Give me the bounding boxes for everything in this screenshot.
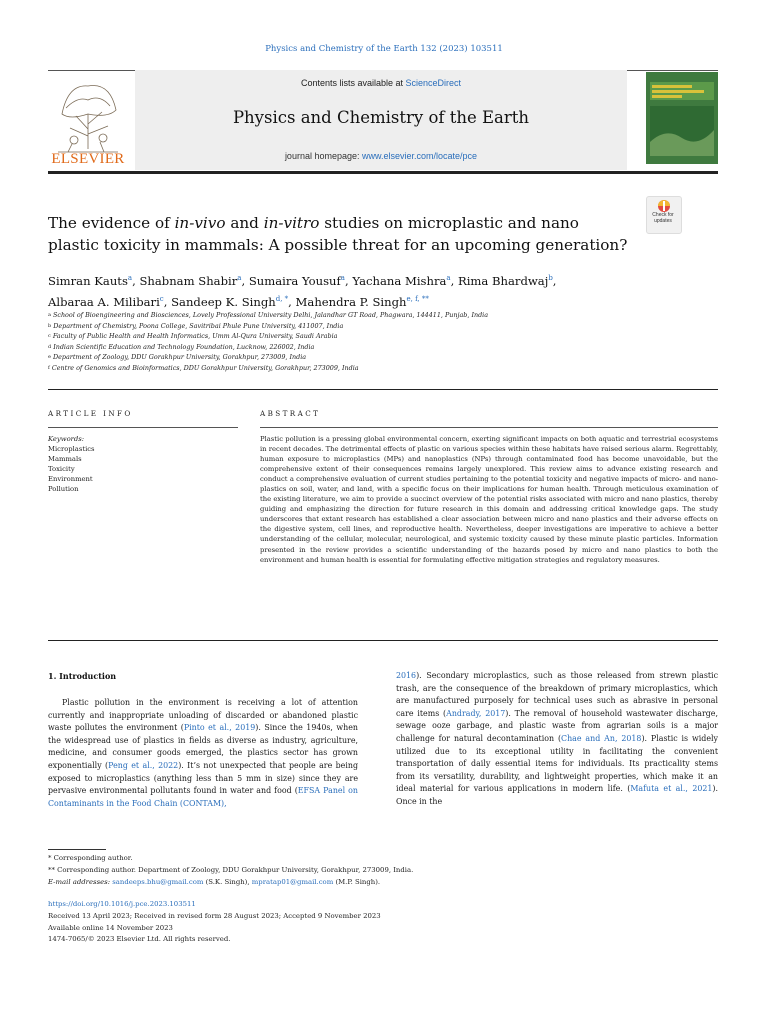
citation-link[interactable]: Peng et al., 2022 <box>108 760 179 770</box>
email-link[interactable]: sandeeps.bhu@gmail.com <box>112 877 204 886</box>
keyword: Mammals <box>48 455 82 463</box>
intro-text: ). Secondary microplastics, such as those released from strewn plastic trash, are the consequence of the breakdown of primary microplastics, which are manufactured purposely for technical uses such as abrasive in personal care items ( <box>396 671 718 718</box>
author-separator: , <box>450 273 458 288</box>
check-for-updates-label <box>646 212 680 224</box>
affiliation-text: Faculty of Public Health and Health Informatics, Umm Al-Qura University, Saudi Arabia <box>52 332 338 341</box>
footnote-emails <box>48 877 718 889</box>
author[interactable]: Albaraa A. Milibari <box>48 294 160 309</box>
affiliation-mark: b <box>48 322 52 329</box>
author[interactable]: Mahendra P. Singh <box>295 294 407 309</box>
author-separator: , <box>552 273 557 288</box>
journal-cover-thumbnail[interactable] <box>646 72 718 164</box>
contents-line <box>135 78 627 88</box>
available-online: Available online 14 November 2023 <box>48 923 173 932</box>
author-affil-mark[interactable]: d, * <box>275 294 289 303</box>
author[interactable]: Shabnam Shabir <box>139 273 238 288</box>
author-affil-mark[interactable]: a <box>340 274 345 282</box>
author-affil-mark[interactable]: c <box>159 294 164 303</box>
intro-column-right <box>396 670 718 809</box>
author-affil-mark[interactable]: a <box>237 274 242 282</box>
section-rule <box>48 389 718 390</box>
author[interactable]: Yachana Mishra <box>352 273 447 288</box>
affiliation-text: Indian Scientific Education and Technology Foundation, Lucknow, 226002, India <box>53 342 315 351</box>
author-separator: , <box>163 294 172 309</box>
intro-text: ). Since the 1940s, when the widespread use of plastics in fields as diverse as industry, agriculture, medicine, and consumer goods emerged, the plastics sector has grown exponentially ( <box>48 723 359 770</box>
author-separator: , <box>241 273 249 288</box>
citation-link[interactable]: 2016 <box>396 671 417 680</box>
keywords-label: Keywords: <box>48 435 85 443</box>
affiliation-mark: e <box>48 354 51 361</box>
intro-text: ). Once in the <box>396 784 718 806</box>
journal-title[interactable]: Physics and Chemistry of the Earth <box>232 108 530 127</box>
abstract-text: Plastic pollution is a pressing global environmental concern, exerting significant impacts on both aquatic and terrestrial ecosystems in recent decades. The detrimental effects of plastic on various species within these habitats have raised serious alarm. Regrettably, human exposure to microplastics (MPs) and nanoplastics (NPs) through contaminated food has become unavoidable, but the comprehensive extent of their consequences remains largely unexplored. This review aims to advance existing research and conduct a comprehensive evaluation of current studies pertaining to the potential toxicity and negative impacts of micro- and nano-plastics on soil, water, and land, with a specific focus on their implications for human health. Through meticulous examination of the existing literature, we aim to provide a succinct overview of the potential risks associated with micro and nano plastics, thereby guiding and emphasizing the direction for future research in this domain and addressing critical knowledge gaps. The study underscores that extant research has established a clear association between micro and nano plastics and their adverse effects on the digestive system, cell lines, and reproductive health. Nevertheless, deeper investigations are imperative to achieve a better understanding of the cellular, molecular, neurological, and systemic toxicity caused by these minute plastic particles. Information presented in the review provides a scientific understanding of the hazards posed by micro and nano plastics to both the environment and human health is essential for formulating effective mitigation strategies and regulatory measures. <box>260 435 718 564</box>
email-owner: (S.K. Singh), <box>203 877 252 886</box>
homepage-prefix: journal homepage: <box>284 151 362 161</box>
elsevier-logo-word: ELSEVIER <box>51 151 125 167</box>
affiliation-mark: f <box>48 364 50 371</box>
check-for-updates-line1: Check for <box>652 212 674 218</box>
affiliation-mark: a <box>48 312 51 318</box>
journal-homepage-link[interactable]: www.elsevier.com/locate/pce <box>362 151 478 161</box>
affiliation-mark: c <box>48 333 51 340</box>
keyword: Microplastics <box>48 445 95 453</box>
affiliation-item <box>48 352 708 363</box>
citation-link[interactable]: EFSA Panel on Contaminants in the Food Chain (CONTAM), <box>48 786 359 808</box>
copyright-line: 1474-7065/© 2023 Elsevier Ltd. All rights reserved. <box>48 935 231 944</box>
email-owner: (M.P. Singh). <box>333 877 381 886</box>
footnote-corresponding-2: ** Corresponding author. Department of Zoology, DDU Gorakhpur University, Gorakhpur, 273009, India. <box>48 865 414 874</box>
title-text-1: The evidence of <box>48 214 175 232</box>
author[interactable]: Rima Bhardwaj <box>457 273 549 288</box>
author[interactable]: Sandeep K. Singh <box>171 294 276 309</box>
footnotes <box>48 853 718 888</box>
received-dates: Received 13 April 2023; Received in revised form 28 August 2023; Accepted 9 November 2023 <box>48 911 381 920</box>
author-separator: , <box>132 273 140 288</box>
affiliation-item <box>48 342 708 353</box>
affiliation-item <box>48 321 708 332</box>
masthead-bottom-rule <box>48 171 718 174</box>
email-label: E-mail addresses: <box>48 877 113 886</box>
affiliation-item <box>48 310 708 321</box>
intro-text: ). It’s not unexpected that people are being exposed to microplastics (anything less than 5 mm in size) since they are pervasive environmental pollutants found in water and food ( <box>48 760 358 796</box>
intro-text: ). Plastic is widely utilized due to its exceptional utility in facilitating the convenient transportation of daily essential items for individuals. Its practicality stems from its versatility, durability, and lightweight properties, which make it an ideal material for various applications in modern life. ( <box>396 733 718 794</box>
author-affil-mark[interactable]: a <box>446 274 451 282</box>
keyword: Toxicity <box>48 465 75 473</box>
title-italic-1: in-vivo <box>174 214 226 232</box>
affiliation-mark: d <box>48 343 52 350</box>
abstract-bottom-rule <box>48 640 718 641</box>
intro-text: ). The removal of household wastewater discharge, sewage ooze garbage, and plastic waste from agrarian soils is a major challenge for natural decontamination ( <box>396 708 718 743</box>
keyword: Environment <box>48 475 93 483</box>
title-italic-2: in-vitro <box>263 214 320 232</box>
affiliation-text: Department of Zoology, DDU Gorakhpur University, Gorakhpur, 273009, India <box>52 353 307 362</box>
affiliation-text: Department of Chemistry, Poona College, Savitribai Phule Pune University, 411007, India <box>53 321 344 330</box>
affiliation-item <box>48 331 708 342</box>
running-head: Physics and Chemistry of the Earth 132 (2023) 103511 <box>265 44 503 54</box>
sciencedirect-link[interactable]: ScienceDirect <box>405 78 462 88</box>
homepage-line <box>135 151 627 161</box>
author-separator: , <box>288 294 296 309</box>
author-affil-mark[interactable]: b <box>548 274 553 282</box>
author-affil-mark[interactable]: a <box>127 274 133 282</box>
abstract-heading: ABSTRACT <box>260 409 321 418</box>
article-title <box>48 212 628 256</box>
footnote-corresponding-1: * Corresponding author. <box>48 854 133 862</box>
author-list <box>48 269 668 311</box>
article-info-heading: ARTICLE INFO <box>48 409 133 418</box>
affiliation-text: School of Bioengineering and Biosciences, Lovely Professional University Delhi, Jalandhar GT Road, Phagwara, 144411, Punjab, India <box>52 311 489 319</box>
citation-link[interactable]: Andrady, 2017 <box>446 708 506 718</box>
doi-link[interactable]: https://doi.org/10.1016/j.pce.2023.103511 <box>48 900 196 908</box>
abstract-rule <box>260 427 718 428</box>
author[interactable]: Sumaira Yousuf <box>248 273 341 288</box>
affiliation-text: Centre of Genomics and Bioinformatics, DDU Gorakhpur University, Gorakhpur, 273009, India <box>51 363 359 372</box>
email-link[interactable]: mpratap01@gmail.com <box>251 877 334 886</box>
check-for-updates-line2: updates <box>654 218 672 224</box>
author-affil-mark[interactable]: e, f, ** <box>406 294 429 303</box>
affiliation-item <box>48 363 708 374</box>
introduction-heading: 1. Introduction <box>48 671 117 681</box>
author-separator: , <box>344 273 353 288</box>
intro-text: Plastic pollution in the environment is receiving a lot of attention currently and inappropriate unloading of discarded or abandoned plastic waste pollutes the environment ( <box>48 698 358 733</box>
footnote-rule <box>48 849 106 850</box>
citation-link[interactable]: Chae and An, 2018 <box>561 733 642 743</box>
title-text-2: and <box>225 214 264 232</box>
title-text-3: studies on microplastic and nano plastic toxicity in mammals: A possible threat for an upcoming generation? <box>48 214 628 254</box>
keyword: Pollution <box>48 485 79 493</box>
publication-info <box>48 899 718 946</box>
contents-prefix: Contents lists available at <box>300 78 406 88</box>
article-info-rule <box>48 427 238 428</box>
affiliation-list <box>48 310 708 374</box>
author[interactable]: Simran Kauts <box>48 273 128 288</box>
intro-column-left <box>48 697 358 810</box>
citation-link[interactable]: Mafuta et al., 2021 <box>630 784 713 794</box>
citation-link[interactable]: Pinto et al., 2019 <box>183 723 256 733</box>
keywords-block <box>48 434 238 494</box>
